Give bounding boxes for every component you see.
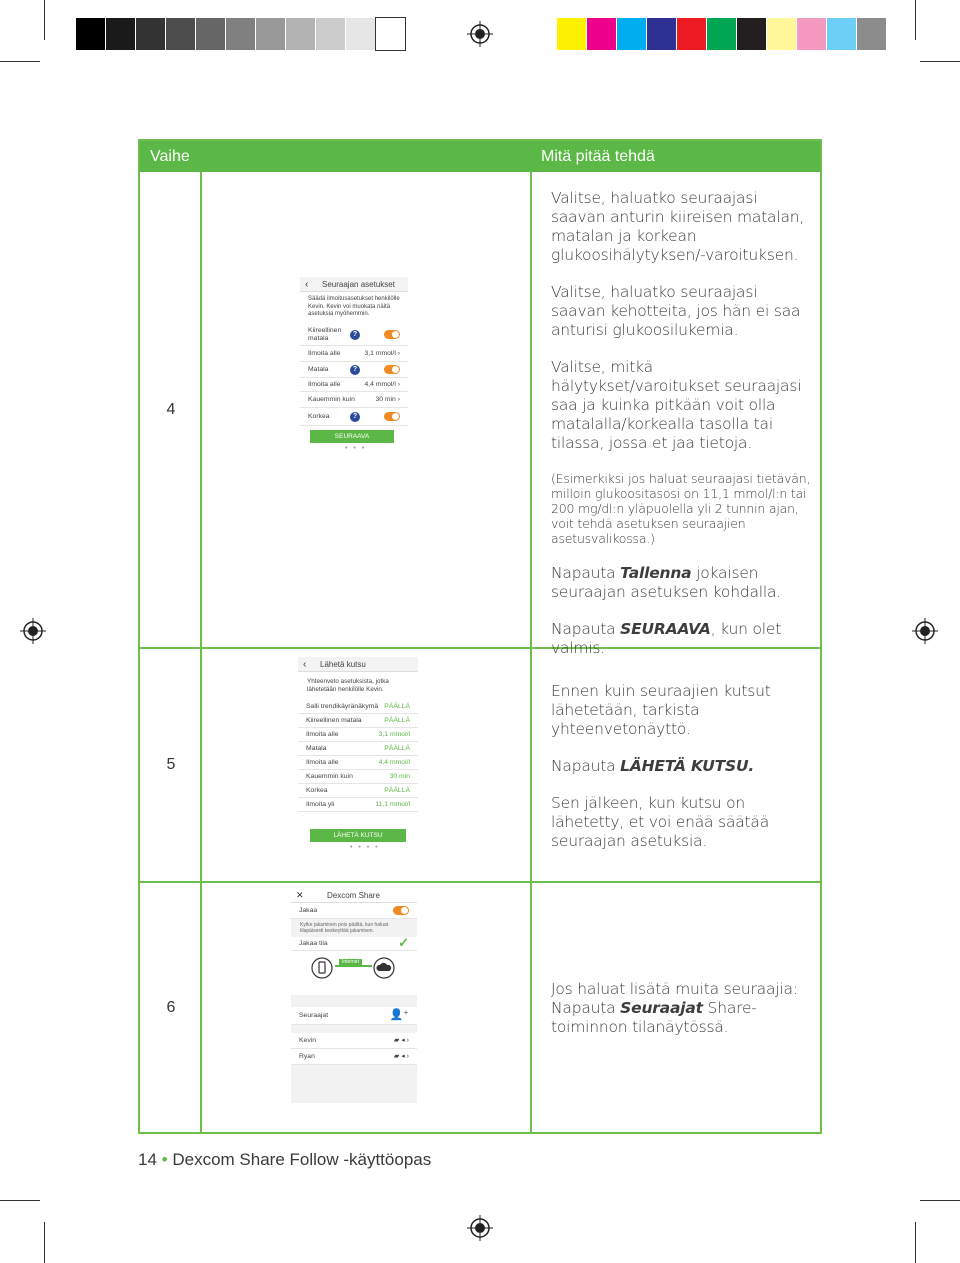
send-invite-screen (298, 657, 418, 853)
toggle-switch[interactable] (384, 365, 400, 374)
summary-value: PÄÄLLÄ (384, 717, 410, 724)
cloud-icon (373, 957, 395, 979)
color-swatch (587, 18, 616, 50)
color-swatch (797, 18, 826, 50)
summary-label: Salli trendikäyränäkymä (306, 703, 379, 710)
longer-than-row[interactable]: Kauemmin kuin 30 min › (300, 392, 408, 408)
color-swatch (827, 18, 856, 50)
help-icon[interactable]: ? (350, 365, 360, 375)
summary-label: Kauemmin kuin (306, 773, 353, 780)
summary-value: 11,1 mmol/l (375, 801, 410, 808)
low-row[interactable]: Matala ? (300, 362, 408, 378)
color-swatch (226, 18, 255, 50)
summary-row (298, 728, 418, 742)
process-color-bar (557, 18, 886, 50)
color-swatch (196, 18, 225, 50)
color-swatch (346, 18, 375, 50)
summary-row (298, 756, 418, 770)
summary-value: 30 min (389, 773, 410, 780)
column-divider (530, 172, 532, 1134)
close-icon[interactable]: ✕ (296, 890, 304, 900)
follower-status-icons: ▰ ◂ › (393, 1037, 409, 1044)
share-row[interactable]: Jakaa (291, 903, 417, 919)
registration-mark-icon (912, 618, 938, 644)
follower-row-ryan[interactable]: Ryan ▰ ◂ › (291, 1049, 417, 1065)
summary-label: Ilmoita alle (306, 759, 339, 766)
color-swatch (767, 18, 796, 50)
send-invite-button[interactable]: LÄHETÄ KUTSU (310, 829, 406, 842)
crop-mark (44, 0, 45, 40)
screen-title: Seuraajan asetukset (322, 280, 395, 289)
help-icon[interactable]: ? (350, 330, 360, 340)
row-divider (140, 881, 820, 883)
screen-intro: Yhteenveto asetuksista, jotka lähetetään henkilölle Kevin. (307, 678, 389, 693)
instruction-text: Jos haluat lisätä muita seuraajia: Napauta Seuraajat Share-toiminnon tilanäytössä. (551, 980, 798, 1036)
gray-color-bar (76, 18, 405, 50)
toggle-switch[interactable] (384, 330, 400, 339)
screen-title-bar (300, 277, 408, 292)
crop-mark (920, 1200, 960, 1201)
column-divider (200, 172, 202, 1134)
summary-value: PÄÄLLÄ (384, 787, 410, 794)
summary-label: Ilmoita yli (306, 801, 335, 808)
screen-intro: Säädä ilmoitusasetukset henkilölle Kevin. Kevin voi muokata näitä asetuksia myöhemmin. (308, 296, 400, 317)
instruction-text: Sen jälkeen, kun kutsu on lähetetty, et voi enää säätää seuraajan asetuksia. (551, 794, 770, 850)
notify-below-row[interactable]: Ilmoita alle 4,4 mmol/l › (300, 378, 408, 392)
instruction-text: Valitse, mitkä hälytykset/varoitukset seuraajasi saa ja kuinka pitkään voit olla matalalla/korkealla tasolla tai tilassa, jossa et jaa tietoja. (551, 358, 802, 452)
follower-row-kevin[interactable]: Kevin ▰ ◂ › (291, 1033, 417, 1049)
summary-row (298, 798, 418, 812)
follower-status-icons: ▰ ◂ › (393, 1053, 409, 1060)
phone-icon (311, 957, 333, 979)
page-dots: • • • • (350, 844, 380, 851)
high-row[interactable]: Korkea ? (300, 408, 408, 426)
footer-bullet: • (161, 1150, 168, 1169)
screen-title: Dexcom Share (327, 891, 380, 900)
color-swatch (857, 18, 886, 50)
summary-label: Kiireellinen matala (306, 717, 362, 724)
step-number: 5 (166, 756, 176, 773)
summary-value: 4,4 mmol/l (378, 759, 410, 766)
summary-value: 3,1 mmol/l (378, 731, 410, 738)
checkmark-icon: ✓ (398, 935, 409, 950)
follower-settings-screen (300, 277, 408, 457)
instruction-text: Valitse, haluatko seuraajasi saavan kehotteita, jos hän ei saa anturisi glukoosilukemia. (551, 283, 801, 339)
urgent-low-row[interactable]: Kiireellinen matala ? (300, 324, 408, 346)
instruction-example: (Esimerkiksi jos haluat seuraajasi tietävän, milloin glukoositasosi on 11,1 mmol/l:n tai 200 mg/dl:n yläpuolella yli 2 tunnin ajan, voit tehdä asetuksen seuraajien asetusvalikossa.) (551, 471, 811, 546)
step-instructions (551, 980, 813, 1055)
notify-below-row[interactable]: Ilmoita alle 3,1 mmol/l › (300, 346, 408, 362)
toggle-switch[interactable] (393, 906, 409, 915)
step-instructions (551, 189, 813, 676)
instruction-table (138, 139, 822, 1134)
help-icon[interactable]: ? (350, 412, 360, 422)
color-swatch (617, 18, 646, 50)
color-swatch (376, 18, 405, 50)
page-footer (138, 1150, 431, 1170)
color-swatch (286, 18, 315, 50)
screen-title: Lähetä kutsu (320, 660, 366, 669)
internet-link (335, 965, 372, 967)
crop-mark (915, 1222, 916, 1263)
summary-value: PÄÄLLÄ (384, 745, 410, 752)
dexcom-share-screen (291, 888, 417, 1103)
share-status-row: Jakaa tila ✓ (291, 937, 417, 951)
instruction-text: Valitse, haluatko seuraajasi saavan anturin kiireisen matalan, matalan ja korkean glukoosihälytyksen/-varoituksen. (551, 189, 805, 264)
crop-mark (0, 1200, 40, 1201)
back-chevron-icon[interactable]: ‹ (303, 659, 307, 670)
color-swatch (166, 18, 195, 50)
summary-row (298, 770, 418, 784)
instruction-text: Napauta SEURAAVA, kun olet valmis. (551, 620, 782, 657)
color-swatch (737, 18, 766, 50)
summary-row (298, 784, 418, 798)
color-swatch (256, 18, 285, 50)
step-number: 4 (166, 401, 176, 418)
toggle-switch[interactable] (384, 412, 400, 421)
registration-mark-icon (20, 618, 46, 644)
crop-mark (0, 61, 40, 62)
followers-row[interactable]: Seuraajat 👤⁺ (291, 1007, 417, 1025)
crop-mark (920, 61, 960, 62)
header-step: Vaihe (150, 148, 190, 165)
crop-mark (915, 0, 916, 40)
summary-label: Matala (306, 745, 327, 752)
color-swatch (136, 18, 165, 50)
summary-label: Ilmoita alle (306, 731, 339, 738)
step-instructions (551, 682, 813, 869)
color-swatch (106, 18, 135, 50)
document-title: Dexcom Share Follow -käyttöopas (172, 1150, 432, 1169)
add-follower-icon[interactable]: 👤⁺ (389, 1009, 409, 1021)
instruction-text: Napauta LÄHETÄ KUTSU. (551, 757, 755, 775)
registration-mark-icon (467, 1215, 493, 1241)
next-button[interactable]: SEURAAVA (310, 430, 394, 443)
table-header (140, 141, 820, 172)
instruction-text: Ennen kuin seuraajien kutsut lähetetään, tarkista yhteenvetonäyttö. (551, 682, 771, 738)
share-note: Kytke jakaminen pois päältä, kun haluat tilapäisesti keskeyttää jakamisen. (300, 922, 389, 934)
registration-mark-icon (467, 21, 493, 47)
header-todo: Mitä pitää tehdä (541, 148, 655, 165)
summary-list (298, 700, 418, 812)
screen-title-bar (291, 888, 417, 903)
summary-row (298, 742, 418, 756)
crop-mark (44, 1222, 45, 1263)
summary-label: Korkea (306, 787, 328, 794)
page-dots: • • • (345, 445, 367, 452)
instruction-text: Napauta Tallenna jokaisen seuraajan asetuksen kohdalla. (551, 564, 782, 601)
summary-row (298, 700, 418, 714)
summary-row (298, 714, 418, 728)
color-swatch (316, 18, 345, 50)
color-swatch (557, 18, 586, 50)
connection-diagram (291, 951, 417, 995)
back-chevron-icon[interactable]: ‹ (305, 279, 309, 290)
page-number: 14 (138, 1150, 157, 1169)
color-swatch (76, 18, 105, 50)
color-swatch (677, 18, 706, 50)
color-swatch (647, 18, 676, 50)
internet-label: Internet (339, 959, 362, 965)
color-swatch (707, 18, 736, 50)
summary-value: PÄÄLLÄ (384, 703, 410, 710)
screen-title-bar (298, 657, 418, 672)
step-number: 6 (166, 999, 176, 1016)
